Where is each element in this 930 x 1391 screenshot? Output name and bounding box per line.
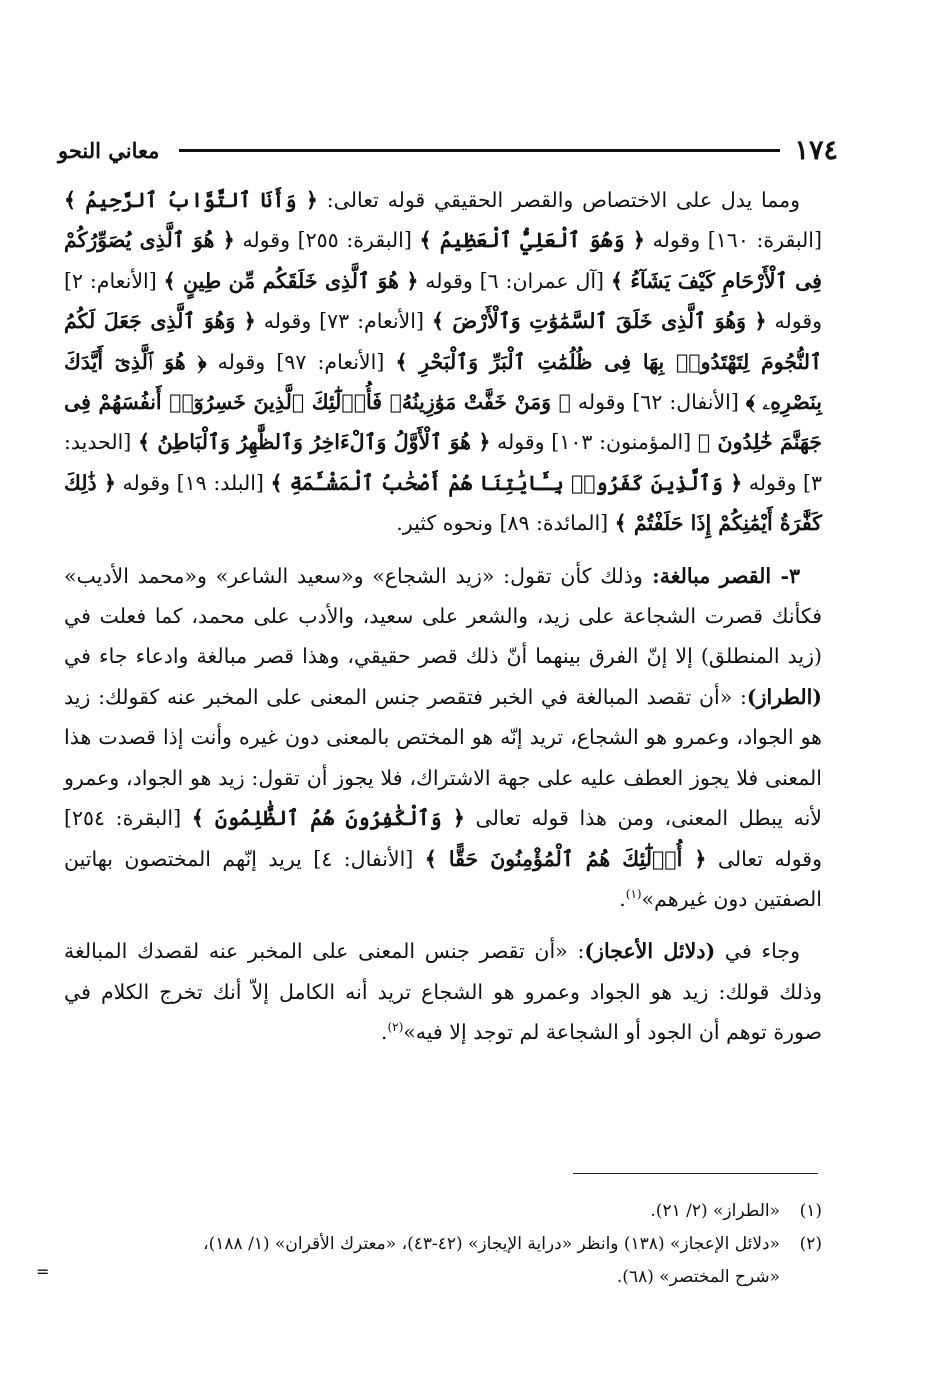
emphasized-term: (الطراز): [746, 684, 822, 709]
text-run: [البقرة: ١٦٠] وقوله: [644, 228, 822, 253]
paragraph: [64, 556, 822, 920]
footnote-text: «الطراز» (٢/ ٢١).: [650, 1201, 780, 1221]
text-run: [المؤمنون: ١٠٣] وقوله: [490, 430, 698, 455]
quran-quote: ﴿ وَٱلَّذِينَ كَفَرُوا۟ بِـَٔايَٰتِنَا هُمْ أَصْحَٰبُ ٱلْمَشْـَٔمَةِ ﴾: [270, 470, 743, 495]
paragraph: [64, 931, 822, 1052]
quran-quote: ﴿ وَأَنَا ٱلتَّوَّابُ ٱلرَّحِيمُ ﴾: [64, 188, 318, 212]
text-run: [الأنعام: ٧٣] وقوله: [255, 309, 432, 334]
margin-mark: =: [36, 1262, 50, 1281]
quran-quote: ﴿ وَهُوَ ٱلَّذِى جَعَلَ لَكُمُ ٱلنُّجُومَ لِتَهْتَدُوا۟ بِهَا فِى ظُلُمَٰتِ ٱلْبَرِّ وَٱلْبَحْرِ ﴾: [64, 309, 823, 374]
quran-quote: ﴿ هُوَ ٱلَّذِىٓ أَيَّدَكَ بِنَصْرِهِۦ ﴾: [64, 349, 822, 415]
text-run: [الأنفال: ٤] يريد إنّهم المختصون بهاتين الصفتين دون غيرهم»: [64, 846, 822, 911]
paragraph: [64, 180, 822, 544]
text-run: .: [619, 886, 626, 911]
text-run: [الأنعام: ٢] وقوله: [64, 268, 823, 334]
text-run: : «أن تقصر جنس المعنى على المخبر عنه لقصدك المبالغة وذلك قولك: زيد هو الجواد وعمرو هو الشجاع تريد أنه الكامل إلاّ أنك تخرج الكلام في صورة توهم أن الجود أو الشجاعة لم توجد إلا فيه»: [64, 939, 822, 1045]
header-rule: [179, 149, 780, 152]
quran-quote: ﴿ وَٱلْكَٰفِرُونَ هُمُ ٱلظَّٰلِمُونَ ﴾: [191, 806, 465, 831]
text-run: [البقرة: ٢٥٤] وقوله تعالى: [64, 806, 822, 871]
quran-quote: ﴿ وَمَنْ خَفَّتْ مَوَٰزِينُهُۥ فَأُو۟لَٰٓئِكَ ٱلَّذِينَ خَسِرُوٓا۟ أَنفُسَهُمْ فِى جَهَنَّمَ خَٰلِدُونَ ﴾: [64, 390, 823, 455]
body-text: [64, 180, 822, 1053]
footnote-separator: [573, 1173, 818, 1174]
quran-quote: ﴿ وَهُوَ ٱلْعَلِيُّ ٱلْعَظِيمُ ﴾: [419, 228, 645, 253]
text-run: [الأنعام: ٩٧] وقوله: [206, 349, 396, 374]
footnote: [64, 1228, 822, 1294]
text-run: : «أن تقصد المبالغة في الخبر فتقصر جنس المعنى على المخبر عنه كقولك: زيد هو الجواد، وعمرو هو الشجاع، تريد إنّه هو المختص بالمعنى دون غيره وأنت إذا قصدت هذا المعنى فلا يجوز العطف عليه على جهة الاشتراك، فلا يجوز أن تقول: زيد هو الجواد، وعمرو لأنه يبطل المعنى، ومن هذا قوله تعالى: [64, 684, 822, 831]
page-header: [58, 130, 838, 170]
text-run: وجاء في: [715, 939, 800, 964]
quran-quote: ﴿ هُوَ ٱلْأَوَّلُ وَٱلْءَاخِرُ وَٱلظَّٰهِرُ وَٱلْبَاطِنُ ﴾: [138, 430, 491, 455]
quran-quote: ﴿ وَهُوَ ٱلَّذِى خَلَقَ ٱلسَّمَٰوَٰتِ وَٱلْأَرْضَ ﴾: [431, 309, 767, 334]
text-run: [آل عمران: ٦] وقوله: [418, 268, 611, 293]
footnotes: [64, 1195, 822, 1294]
footnote: [64, 1195, 822, 1228]
text-run: ومما يدل على الاختصاص والقصر الحقيقي قوله تعالى:: [317, 188, 800, 212]
footnote-reference: (٢): [387, 1020, 404, 1035]
footnote-reference: (١): [625, 887, 642, 902]
footnote-text: «دلائل الإعجاز» (١٣٨) وانظر «دراية الإيجاز» (٤٢-٤٣)، «معترك الأقران» (١/ ١٨٨)،: [203, 1234, 780, 1254]
text-run: [المائدة: ٨٩] ونحوه كثير.: [396, 511, 615, 536]
book-title: معاني النحو: [58, 137, 160, 163]
text-run: وذلك كأن تقول: «زيد الشجاع» و«سعيد الشاعر» و«محمد الأديب» فكأنك قصرت الشجاعة على زيد، والشعر على سعيد، والأدب على محمد، كما فعلت في (زيد المنطلق) إلا إنّ الفرق بينهما أنّ ذلك قصر حقيقي، وهذا قصر مبالغة وادعاء جاء في: [64, 563, 822, 669]
footnote-number: (١): [799, 1201, 822, 1221]
quran-quote: ﴿ أُو۟لَٰٓئِكَ هُمُ ٱلْمُؤْمِنُونَ حَقًّا ﴾: [424, 846, 707, 871]
text-run: [البقرة: ٢٥٥] وقوله: [234, 228, 420, 253]
text-run: [البلد: ١٩] وقوله: [115, 470, 271, 495]
quran-quote: ﴿ هُوَ ٱلَّذِى يُصَوِّرُكُمْ فِى ٱلْأَرْحَامِ كَيْفَ يَشَآءُ ﴾: [64, 228, 822, 293]
emphasized-term: (دلائل الأعجاز): [584, 939, 716, 964]
text-run: [الحديد: ٣] وقوله: [64, 430, 822, 495]
footnote-text-continued: «شرح المختصر» (٦٨).: [616, 1267, 780, 1287]
text-run: .: [380, 1020, 388, 1045]
emphasized-term: ٣- القصر مبالغة:: [642, 563, 800, 588]
quran-quote: ﴿ ذَٰلِكَ كَفَّٰرَةُ أَيْمَٰنِكُمْ إِذَا حَلَفْتُمْ ﴾: [64, 470, 822, 536]
quran-quote: ﴿ هُوَ ٱلَّذِى خَلَقَكُم مِّن طِينٍ ﴾: [163, 268, 419, 293]
text-run: [الأنفال: ٦٢] وقوله: [570, 390, 746, 415]
page-number: ١٧٤: [794, 134, 838, 166]
footnote-number: (٢): [799, 1234, 822, 1254]
